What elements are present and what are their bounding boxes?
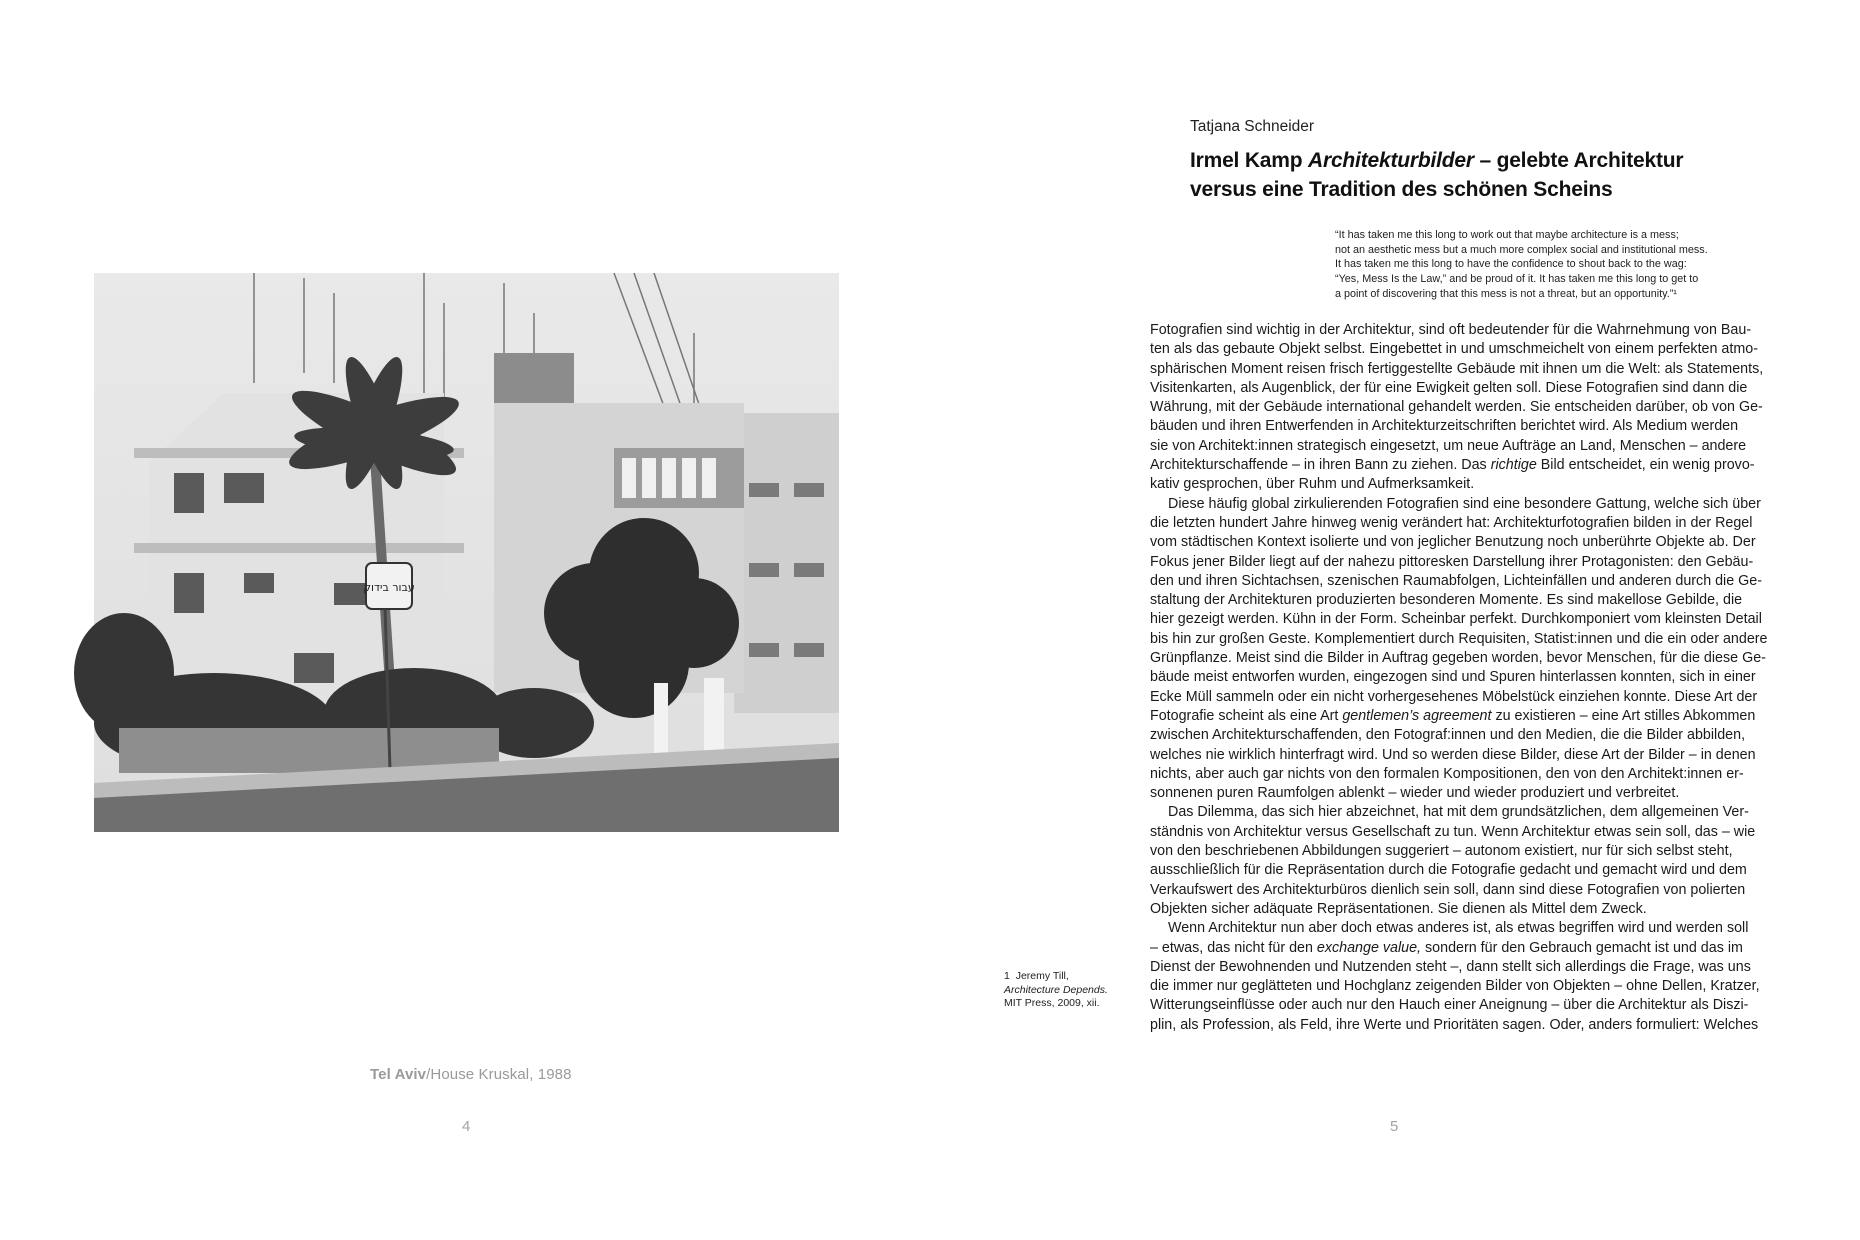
body-line: den und ihren Sichtachsen, szenischen Raumabfolgen, Lichteinfällen und anderen durch die Ge-: [1150, 572, 1762, 589]
body-line: sonnenen puren Raumfolgen ablenkt – wieder und wieder produziert und verbreitet.: [1150, 785, 1680, 802]
body-line: Fotografie scheint als eine Art gentlemen’s agreement zu existieren – eine Art stilles Abkommen: [1150, 707, 1756, 724]
epigraph-line: a point of discovering that this mess is not a threat, but an opportunity.”¹: [1335, 287, 1677, 300]
body-line: Architekturschaffende – in ihren Bann zu ziehen. Das richtige Bild entscheidet, ein wenig provo-: [1150, 457, 1755, 474]
photo-caption: [370, 1066, 572, 1083]
body-line: die letzten hundert Jahre hinweg wenig verändert hat: Architekturfotografien bilden in der Regel: [1150, 514, 1753, 531]
author-name: Tatjana Schneider: [1190, 118, 1315, 135]
body-line: von den beschriebenen Abbildungen suggeriert – autonom existiert, nur für sich selbst steht,: [1150, 843, 1733, 860]
title-italic: Architekturbilder: [1308, 149, 1474, 172]
caption-city: Tel Aviv: [370, 1066, 427, 1083]
body-text: [1150, 321, 1768, 1035]
body-line: bäude meist entworfen wurden, eingezogen sind und Spuren hinterlassen konnten, sich in einer: [1150, 669, 1756, 686]
body-line: hier gezeigt werden. Kühn in der Form. Scheinbar perfekt. Durchkomponiert vom kleinsten Detail: [1150, 611, 1762, 628]
title-part-1: Irmel Kamp: [1190, 149, 1309, 172]
body-line: Das Dilemma, das sich hier abzeichnet, hat mit dem grundsätzlichen, dem allgemeinen Ver-: [1168, 804, 1749, 821]
epigraph-line: not an aesthetic mess but a much more complex social and institutional mess.: [1335, 243, 1708, 256]
footnote-author: Jeremy Till,: [1015, 970, 1069, 982]
page-number-right: 5: [1390, 1118, 1399, 1135]
body-line: die immer nur geglätteten und Hochglanz zeigenden Bilder von Objekten – ohne Dellen, Kratzer,: [1150, 978, 1760, 995]
epigraph-line: “It has taken me this long to work out that maybe architecture is a mess;: [1335, 229, 1679, 241]
body-line: – etwas, das nicht für den exchange value, sondern für den Gebrauch gemacht ist und das im: [1150, 939, 1743, 956]
body-line: Fotografien sind wichtig in der Architektur, sind oft bedeutender für die Wahrnehmung von Bau-: [1150, 322, 1752, 338]
body-line: Fokus jener Bilder liegt auf der nahezu pittoresken Darstellung ihrer Protagonisten: den Gebäu-: [1150, 553, 1754, 570]
body-line: bis hin zur großen Geste. Komplementiert durch Requisiten, Statist:innen und die ein oder andere: [1150, 630, 1768, 647]
footnote-title: Architecture Depends.: [1004, 983, 1108, 996]
street-sign-text: עבור בידוק: [363, 581, 415, 594]
body-line: ständnis von Architektur versus Gesellschaft zu tun. Wenn Architektur etwas sein soll, das – wie: [1150, 823, 1756, 840]
body-line: plin, als Profession, als Feld, ihre Werte und Prioritäten sagen. Oder, anders formuliert: Welches: [1150, 1016, 1759, 1033]
photo-house-kruskal: [94, 273, 839, 832]
body-line: Verkaufswert des Architekturbüros dienlich sein soll, dann sind diese Fotografien von polierten: [1150, 881, 1746, 898]
body-line: bäuden und ihren Entwerfenden in Architekturzeitschriften berichtet wird. Als Medium werden: [1150, 418, 1739, 435]
photo-illustration: [94, 273, 839, 832]
body-line: Wenn Architektur nun aber doch etwas anderes ist, als etwas begriffen wird und werden soll: [1168, 920, 1749, 937]
caption-separator: /: [426, 1066, 431, 1083]
epigraph: [1335, 228, 1755, 302]
footnote-number: 1: [1004, 970, 1010, 982]
footnote: [1004, 970, 1124, 1011]
body-line: ausschließlich für die Repräsentation durch die Fotografie gedacht und gemacht wird und dem: [1150, 862, 1747, 879]
epigraph-line: It has taken me this long to have the confidence to shout back to the wag:: [1335, 258, 1687, 271]
caption-detail: House Kruskal, 1988: [430, 1066, 572, 1083]
body-line: nichts, aber auch gar nichts von den formalen Kompositionen, den von den Architekt:innen er-: [1150, 765, 1744, 782]
title-part-2: – gelebte Architektur versus eine Tradition des schönen Scheins: [1190, 149, 1684, 201]
body-line: Grünpflanze. Meist sind die Bilder in Auftrag gegeben worden, bevor Menschen, für die diese Ge-: [1150, 650, 1766, 667]
body-line: staltung der Architekturen produzierten besonderen Momente. Es sind makellose Gebilde, die: [1150, 592, 1743, 609]
body-line: Diese häufig global zirkulierenden Fotografien sind eine besondere Gattung, welche sich über: [1168, 495, 1761, 512]
body-line: sie von Architekt:innen strategisch eingesetzt, um neue Aufträge an Land, Menschen – andere: [1150, 437, 1747, 454]
body-line: vom städtischen Kontext isolierte und von jeglicher Benutzung noch unberührte Objekte ab. Der: [1150, 534, 1756, 551]
body-line: welches nie wirklich hinterfragt wird. Und so werden diese Bilder, diese Art der Bilder – in denen: [1150, 746, 1756, 763]
body-line: Witterungseinflüsse oder auch nur den Hauch einer Aneignung – über die Architektur als Diszi-: [1150, 997, 1749, 1014]
body-line: Währung, mit der Gebäude international gehandelt werden. Sie entscheiden darüber, ob von Ge-: [1150, 399, 1763, 416]
body-line: Objekten sicher adäquate Repräsentationen. Sie dienen als Mittel dem Zweck.: [1150, 900, 1647, 917]
epigraph-line: “Yes, Mess Is the Law,” and be proud of it. It has taken me this long to get to: [1335, 273, 1699, 286]
page-number-left: 4: [462, 1118, 471, 1135]
body-line: zwischen Architekturschaffenden, den Fotograf:innen und den Medien, die die Bilder abbilden,: [1150, 727, 1746, 744]
right-page: [930, 0, 1860, 1240]
body-line: Ecke Müll sammeln oder ein nicht vorhergesehenes Möbelstück einziehen konnte. Diese Art der: [1150, 688, 1758, 705]
body-line: Visitenkarten, als Augenblick, der für eine Ewigkeit gelten soll. Diese Fotografien sind dann die: [1150, 379, 1748, 396]
body-line: kativ gesprochen, über Ruhm und Aufmerksamkeit.: [1150, 476, 1475, 493]
body-line: ten als das gebaute Objekt selbst. Eingebettet in und umschmeichelt von einem perfekten atmo-: [1150, 341, 1758, 358]
body-line: Dienst der Bewohnenden und Nutzenden steht –, dann stellt sich allerdings die Frage, was uns: [1150, 958, 1751, 975]
essay-title: [1190, 146, 1750, 204]
footnote-publisher: MIT Press, 2009, xii.: [1004, 997, 1100, 1009]
body-line: sphärischen Moment reisen frisch fertiggestellte Gebäude mit ihnen um die Welt: als Statements,: [1150, 360, 1764, 377]
